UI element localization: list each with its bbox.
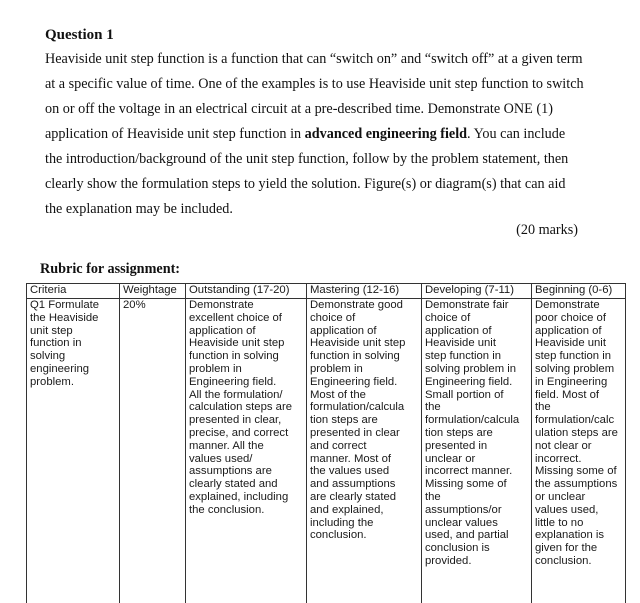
cell-text-line: and explained, xyxy=(310,504,418,517)
cell-text-line: unit step xyxy=(30,325,116,338)
cell-text-line: the xyxy=(425,491,528,504)
cell-text-line: the conclusion. xyxy=(189,504,303,517)
cell-text-line: application of xyxy=(425,325,528,338)
cell-criteria xyxy=(27,299,120,603)
cell-developing xyxy=(422,299,532,603)
cell-text-line: used, and partial xyxy=(425,529,528,542)
cell-text-line: Engineering field. xyxy=(310,376,418,389)
cell-text-line: Demonstrate good xyxy=(310,299,418,312)
cell-text-line: conclusion. xyxy=(310,529,418,542)
cell-text-line: calculation steps are xyxy=(189,401,303,414)
bold-phrase: advanced engineering field xyxy=(305,126,467,142)
cell-text-line: Demonstrate xyxy=(535,299,622,312)
cell-text-line: Q1 Formulate xyxy=(30,299,116,312)
cell-text-line: application of xyxy=(189,325,303,338)
cell-text-line: problem. xyxy=(30,376,116,389)
cell-text-line: explained, including xyxy=(189,491,303,504)
cell-text-line: application of xyxy=(310,325,418,338)
cell-text-line: poor choice of xyxy=(535,312,622,325)
cell-text-line: Engineering field. xyxy=(189,376,303,389)
cell-text-line: manner. All the xyxy=(189,440,303,453)
question-line: on or off the voltage in an electrical circuit at a pre-described time. Demonstrate ONE (1) xyxy=(45,97,597,122)
cell-text-line: are clearly stated xyxy=(310,491,418,504)
cell-text-line: the xyxy=(535,401,622,414)
cell-text-line: assumptions/or xyxy=(425,504,528,517)
cell-text-line: function in solving xyxy=(189,350,303,363)
cell-text-line: application of xyxy=(535,325,622,338)
question-line-part: application of Heaviside unit step function in xyxy=(45,126,305,142)
cell-text-line: Most of the xyxy=(310,389,418,402)
header-developing: Developing (7-11) xyxy=(422,284,532,299)
cell-text-line: clearly stated and xyxy=(189,478,303,491)
question-line: clearly show the formulation steps to yield the solution. Figure(s) or diagram(s) that can aid xyxy=(45,172,597,197)
cell-text-line: including the xyxy=(310,517,418,530)
header-weightage: Weightage xyxy=(120,284,186,299)
cell-text-line: conclusion. xyxy=(535,555,622,568)
question-line: the explanation may be included. xyxy=(45,197,597,222)
cell-text-line: ulation steps are xyxy=(535,427,622,440)
cell-text-line: Heaviside unit xyxy=(535,337,622,350)
cell-text-line: tion steps are xyxy=(425,427,528,440)
header-criteria: Criteria xyxy=(27,284,120,299)
cell-text-line: choice of xyxy=(425,312,528,325)
cell-text-line: presented in clear, xyxy=(189,414,303,427)
cell-text-line: given for the xyxy=(535,542,622,555)
question-line: the introduction/background of the unit step function, follow by the problem statement, then xyxy=(45,147,597,172)
cell-text-line: the values used xyxy=(310,465,418,478)
cell-text-line: precise, and correct xyxy=(189,427,303,440)
rubric-table xyxy=(26,283,626,603)
cell-text-line: Heaviside unit step xyxy=(189,337,303,350)
cell-text-line: values used, xyxy=(535,504,622,517)
cell-text-line: field. Most of xyxy=(535,389,622,402)
cell-weightage xyxy=(120,299,186,603)
question-line: at a specific value of time. One of the examples is to use Heaviside unit step function to switch xyxy=(45,72,597,97)
cell-text-line: solving problem xyxy=(535,363,622,376)
cell-text-line: formulation/calc xyxy=(535,414,622,427)
marks-label: (20 marks) xyxy=(516,222,578,239)
cell-text-line: Demonstrate xyxy=(189,299,303,312)
cell-text-line: choice of xyxy=(310,312,418,325)
cell-beginning xyxy=(532,299,626,603)
cell-text-line: and assumptions xyxy=(310,478,418,491)
cell-text-line: Heaviside unit xyxy=(425,337,528,350)
cell-text-line: the assumptions xyxy=(535,478,622,491)
cell-text-line: or unclear xyxy=(535,491,622,504)
cell-text-line: step function in xyxy=(535,350,622,363)
cell-outstanding xyxy=(186,299,307,603)
cell-text-line: explanation is xyxy=(535,529,622,542)
cell-text-line: in Engineering xyxy=(535,376,622,389)
cell-text-line: values used/ xyxy=(189,453,303,466)
cell-text-line: All the formulation/ xyxy=(189,389,303,402)
cell-text-line: Demonstrate fair xyxy=(425,299,528,312)
cell-text-line: unclear values xyxy=(425,517,528,530)
cell-text-line: conclusion is xyxy=(425,542,528,555)
cell-text-line: formulation/calcula xyxy=(310,401,418,414)
cell-text-line: 20% xyxy=(123,299,182,312)
cell-text-line: the Heaviside xyxy=(30,312,116,325)
question-line-emphasis xyxy=(45,122,597,147)
cell-text-line: unclear or xyxy=(425,453,528,466)
header-beginning: Beginning (0-6) xyxy=(532,284,626,299)
cell-text-line: function in xyxy=(30,337,116,350)
question-title: Question 1 xyxy=(45,27,114,44)
question-line: Heaviside unit step function is a function that can “switch on” and “switch off” at a given term xyxy=(45,47,597,72)
cell-text-line: incorrect. xyxy=(535,453,622,466)
header-outstanding: Outstanding (17-20) xyxy=(186,284,307,299)
cell-text-line: Heaviside unit step xyxy=(310,337,418,350)
cell-text-line: assumptions are xyxy=(189,465,303,478)
cell-text-line: problem in xyxy=(310,363,418,376)
header-mastering: Mastering (12-16) xyxy=(307,284,422,299)
cell-text-line: Small portion of xyxy=(425,389,528,402)
cell-text-line: tion steps are xyxy=(310,414,418,427)
cell-text-line: problem in xyxy=(189,363,303,376)
cell-text-line: Missing some of xyxy=(425,478,528,491)
cell-text-line: incorrect manner. xyxy=(425,465,528,478)
question-body xyxy=(45,47,597,222)
question-line-part: . You can include xyxy=(467,126,565,142)
cell-text-line: formulation/calcula xyxy=(425,414,528,427)
cell-text-line: presented in xyxy=(425,440,528,453)
cell-text-line: solving problem in xyxy=(425,363,528,376)
cell-text-line: Missing some of xyxy=(535,465,622,478)
cell-text-line: Engineering field. xyxy=(425,376,528,389)
rubric-row xyxy=(27,299,626,603)
cell-text-line: provided. xyxy=(425,555,528,568)
cell-text-line: little to no xyxy=(535,517,622,530)
rubric-title: Rubric for assignment: xyxy=(40,261,180,278)
cell-text-line: solving xyxy=(30,350,116,363)
cell-text-line: not clear or xyxy=(535,440,622,453)
cell-text-line: step function in xyxy=(425,350,528,363)
cell-text-line: presented in clear xyxy=(310,427,418,440)
cell-text-line: manner. Most of xyxy=(310,453,418,466)
cell-text-line: and correct xyxy=(310,440,418,453)
rubric-header-row xyxy=(27,284,626,299)
cell-text-line: function in solving xyxy=(310,350,418,363)
cell-text-line: the xyxy=(425,401,528,414)
cell-mastering xyxy=(307,299,422,603)
cell-text-line: engineering xyxy=(30,363,116,376)
cell-text-line: excellent choice of xyxy=(189,312,303,325)
